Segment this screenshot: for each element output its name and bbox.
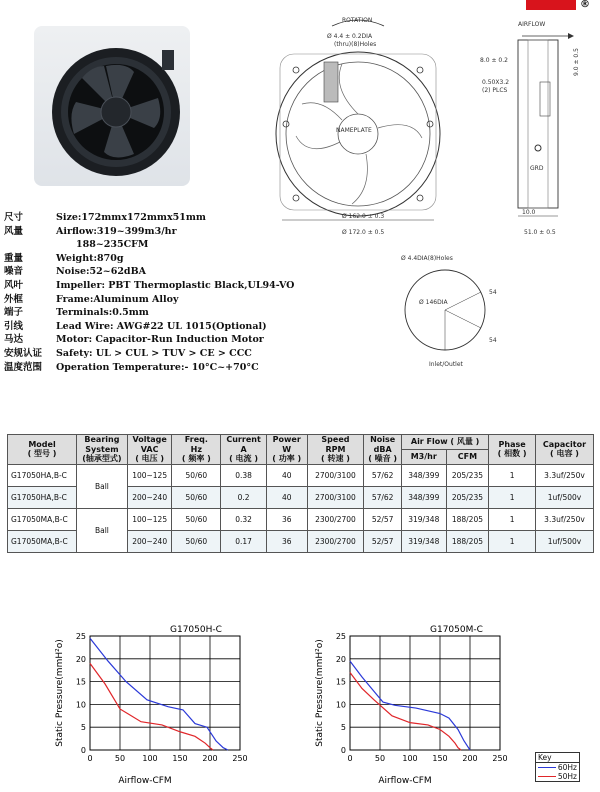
spec-list: [4, 211, 294, 374]
inlet-label: Inlet/Outlet: [429, 361, 463, 368]
series-line-50Hz: [90, 663, 213, 750]
grd-label: GRD: [530, 165, 544, 172]
spec-row: [4, 347, 294, 361]
cell-m3: 319/348: [401, 508, 446, 530]
y-axis-label: Static Pressure(mmH²o): [315, 639, 325, 747]
spec-value: Frame:Aluminum Alloy: [56, 293, 179, 305]
col-airflow: Air Flow ( 风量 ): [401, 435, 488, 450]
y-tick-label: 15: [335, 677, 346, 687]
dia146-label: Ø 146DIA: [419, 299, 448, 306]
holes-label: Ø 4.4 ± 0.2DIA: [327, 33, 373, 40]
spec-row: [4, 225, 294, 239]
spec-value: 188~235CFM: [76, 239, 149, 251]
cell-m3: 348/399: [401, 486, 446, 508]
y-tick-label: 25: [75, 632, 86, 641]
col-cfm: CFM: [446, 449, 489, 464]
col-power: Power W ( 功率 ): [266, 435, 307, 465]
cell-freq: 50/60: [172, 486, 221, 508]
spec-row: [4, 361, 294, 375]
cell-m3: 319/348: [401, 530, 446, 552]
key-60hz-label: 60Hz: [557, 763, 577, 772]
spec-row: [4, 279, 294, 293]
spec-label-cn: 安规认证: [4, 347, 43, 359]
spec-label-cn: 马达: [4, 334, 24, 346]
spec-value: Noise:52~62dBA: [56, 266, 146, 278]
key-50hz-swatch: [538, 776, 556, 777]
side-90-label: 9.0 ± 0.5: [573, 48, 580, 76]
nameplate-label: NAMEPLATE: [336, 127, 372, 134]
holes4-label: Ø 4.4DIA(8)Holes: [401, 255, 453, 262]
bearing-cell: Ball: [77, 508, 128, 552]
spec-row: [4, 252, 294, 266]
x-tick-label: 100: [142, 754, 158, 763]
spec-row: [4, 265, 294, 279]
cell-power: 36: [266, 530, 307, 552]
cell-model: G17050MA,B-C: [8, 508, 77, 530]
y-tick-label: 5: [80, 723, 86, 733]
dim-162-label: Ø 162.0 ± 0.3: [342, 213, 385, 220]
spec-label-cn: 重量: [4, 252, 24, 264]
cell-phase: 1: [489, 464, 536, 486]
cell-cfm: 188/205: [446, 508, 489, 530]
spec-row: [4, 333, 294, 347]
x-tick-label: 0: [87, 754, 93, 763]
x-axis-label: Airflow-CFM: [118, 776, 172, 786]
cell-voltage: 200~240: [127, 486, 172, 508]
cell-noise: 57/62: [364, 486, 402, 508]
side-view-drawing: [478, 36, 596, 242]
y-tick-label: 0: [340, 746, 346, 755]
spec-value: Lead Wire: AWG#22 UL 1015(Optional): [56, 320, 267, 332]
spec-value: Weight:870g: [56, 252, 124, 264]
side-050-label: 0.50X3.2: [482, 79, 510, 86]
col-model: Model ( 型号 ): [8, 435, 77, 465]
col-freq: Freq. Hz ( 频率 ): [172, 435, 221, 465]
registered-mark: ®: [580, 0, 590, 10]
table-row: [8, 508, 594, 530]
cell-phase: 1: [489, 486, 536, 508]
spec-label-cn: 风量: [4, 225, 24, 237]
x-tick-label: 250: [492, 754, 508, 763]
x-tick-label: 200: [462, 754, 478, 763]
cell-noise: 57/62: [364, 464, 402, 486]
y-tick-label: 15: [75, 677, 86, 687]
y-tick-label: 20: [335, 654, 346, 664]
dim-172-label: Ø 172.0 ± 0.5: [342, 229, 385, 236]
spec-value: Safety: UL > CUL > TUV > CE > CCC: [56, 347, 252, 359]
cell-model: G17050HA,B-C: [8, 464, 77, 486]
spec-row: [4, 211, 294, 225]
cell-power: 40: [266, 464, 307, 486]
side-51-label: 51.0 ± 0.5: [524, 229, 556, 236]
spec-value: Impeller: PBT Thermoplastic Black,UL94-VO: [56, 279, 295, 291]
spec-value: Motor: Capacitor-Run Induction Motor: [56, 334, 264, 346]
brand-logo: [526, 0, 576, 10]
spec-value: Airflow:319~399m3/hr: [56, 225, 177, 237]
angle-54b-label: 54: [489, 337, 497, 344]
plot-area: [90, 636, 240, 750]
col-noise: Noise dBA ( 噪音 ): [364, 435, 402, 465]
cell-model: G17050HA,B-C: [8, 486, 77, 508]
x-tick-label: 250: [232, 754, 248, 763]
cell-cfm: 205/235: [446, 464, 489, 486]
cell-noise: 52/57: [364, 508, 402, 530]
col-bearing: Bearing System (轴承型式): [77, 435, 128, 465]
spec-label-cn: 端子: [4, 307, 24, 319]
key-title: Key: [536, 753, 579, 763]
spec-value: Terminals:0.5mm: [56, 307, 149, 319]
cell-current: 0.32: [221, 508, 267, 530]
cell-cap: 3.3uf/250v: [535, 508, 593, 530]
cell-cfm: 188/205: [446, 530, 489, 552]
cell-speed: 2700/3100: [307, 464, 364, 486]
spec-table: [7, 434, 594, 553]
col-voltage: Voltage VAC ( 电压 ): [127, 435, 172, 465]
y-axis-label: Static Pressure(mmH²o): [55, 639, 65, 747]
spec-label-cn: 风叶: [4, 279, 24, 291]
cell-phase: 1: [489, 530, 536, 552]
y-tick-label: 10: [335, 700, 346, 710]
product-photo: [34, 26, 190, 186]
y-tick-label: 20: [75, 654, 86, 664]
plot-area: [350, 636, 500, 750]
spec-row: [4, 238, 294, 252]
key-50hz-label: 50Hz: [557, 772, 577, 781]
cell-cap: 1uf/500v: [535, 486, 593, 508]
chart-title: G17050M-C: [430, 625, 483, 635]
cell-freq: 50/60: [172, 508, 221, 530]
spec-label-cn: 温度范围: [4, 361, 43, 373]
x-tick-label: 50: [374, 754, 386, 763]
cell-cfm: 205/235: [446, 486, 489, 508]
cell-current: 0.17: [221, 530, 267, 552]
spec-value: Operation Temperature:- 10°C~+70°C: [56, 361, 259, 373]
cell-freq: 50/60: [172, 530, 221, 552]
series-line-50Hz: [350, 672, 461, 750]
cell-m3: 348/399: [401, 464, 446, 486]
table-row: [8, 464, 594, 486]
y-tick-label: 5: [340, 723, 346, 733]
cell-cap: 1uf/500v: [535, 530, 593, 552]
spec-label-cn: 噪音: [4, 266, 24, 278]
chart-title: G17050H-C: [170, 625, 222, 635]
angle-54a-label: 54: [489, 289, 497, 296]
front-view-drawing: [262, 8, 472, 240]
col-m3hr: M3/hr: [401, 449, 446, 464]
col-speed: Speed RPM ( 转速 ): [307, 435, 364, 465]
spec-row: [4, 320, 294, 334]
y-tick-label: 0: [80, 746, 86, 755]
cell-freq: 50/60: [172, 464, 221, 486]
cell-speed: 2300/2700: [307, 508, 364, 530]
airflow-label: AIRFLOW: [518, 21, 546, 28]
x-axis-label: Airflow-CFM: [378, 776, 432, 786]
cell-cap: 3.3uf/250v: [535, 464, 593, 486]
chart-g17050h: [50, 620, 270, 790]
x-tick-label: 50: [114, 754, 126, 763]
x-tick-label: 150: [172, 754, 188, 763]
holes-sub-label: (thru)(8)Holes: [334, 41, 377, 48]
side-10-label: 10.0: [522, 209, 536, 216]
cell-noise: 52/57: [364, 530, 402, 552]
spec-row: [4, 293, 294, 307]
col-capacitor: Capacitor ( 电容 ): [535, 435, 593, 465]
cell-phase: 1: [489, 508, 536, 530]
col-phase: Phase ( 相数 ): [489, 435, 536, 465]
spec-value: Size:172mmx172mmx51mm: [56, 212, 206, 223]
cell-current: 0.38: [221, 464, 267, 486]
y-tick-label: 10: [75, 700, 86, 710]
cell-voltage: 200~240: [127, 530, 172, 552]
side-8-label: 8.0 ± 0.2: [480, 57, 508, 64]
x-tick-label: 0: [347, 754, 353, 763]
bearing-cell: Ball: [77, 464, 128, 508]
spec-label-cn: 引线: [4, 320, 24, 332]
x-tick-label: 200: [202, 754, 218, 763]
spec-label-cn: 尺寸: [4, 212, 24, 223]
y-tick-label: 25: [335, 632, 346, 641]
cell-voltage: 100~125: [127, 464, 172, 486]
cell-current: 0.2: [221, 486, 267, 508]
x-tick-label: 150: [432, 754, 448, 763]
cell-model: G17050MA,B-C: [8, 530, 77, 552]
cell-speed: 2700/3100: [307, 486, 364, 508]
spec-row: [4, 306, 294, 320]
cell-speed: 2300/2700: [307, 530, 364, 552]
cell-voltage: 100~125: [127, 508, 172, 530]
spec-label-cn: 外框: [4, 293, 24, 305]
key-60hz-swatch: [538, 767, 556, 768]
rotation-label: ROTATION: [342, 17, 373, 24]
hole-pattern-drawing: [395, 250, 515, 370]
cell-power: 40: [266, 486, 307, 508]
side-pcs-label: (2) PLCS: [482, 87, 508, 94]
col-current: Current A ( 电流 ): [221, 435, 267, 465]
chart-key: [535, 752, 580, 782]
chart-g17050m: [310, 620, 530, 790]
x-tick-label: 100: [402, 754, 418, 763]
cell-power: 36: [266, 508, 307, 530]
